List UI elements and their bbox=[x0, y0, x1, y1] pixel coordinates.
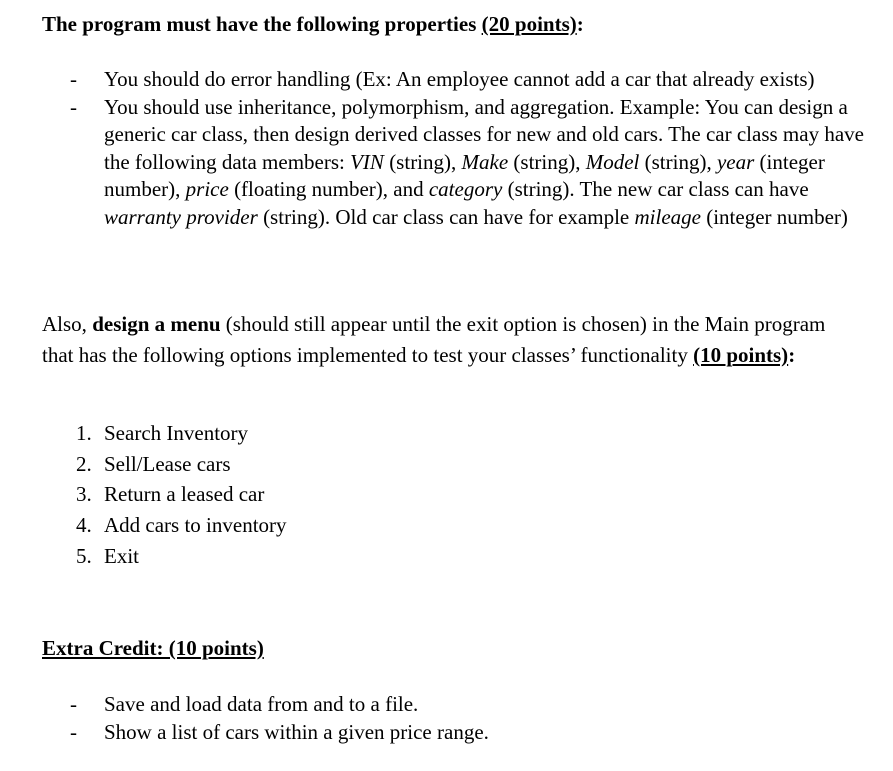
heading-text: The program must have the following properties bbox=[42, 12, 482, 36]
extra-credit-item-save-load bbox=[70, 691, 870, 719]
requirement-error-handling bbox=[70, 66, 870, 94]
requirement-inheritance bbox=[70, 94, 870, 232]
option-label: Sell/Lease cars bbox=[104, 451, 231, 476]
option-label: Add cars to inventory bbox=[104, 513, 287, 538]
extra-credit-text: Show a list of cars within a given price range. bbox=[104, 719, 489, 744]
para-points: (10 points) bbox=[693, 342, 789, 367]
bullet-dash: - bbox=[70, 719, 77, 744]
term-mileage: mileage bbox=[634, 204, 701, 229]
para-text-part: Also, bbox=[42, 312, 93, 336]
requirement-text-part: (string). Old car class can have for example bbox=[257, 204, 635, 229]
term-price: price bbox=[185, 177, 229, 201]
para-bold-design-menu: design a menu bbox=[92, 312, 221, 336]
term-model: Model bbox=[585, 149, 640, 174]
menu-option-sell-lease bbox=[76, 449, 287, 480]
requirement-text-part: (string), bbox=[508, 149, 586, 174]
bullet-dash: - bbox=[70, 94, 77, 119]
requirement-text-part: You should use inheritance, polymorphism, and aggregation. Example: You can design a generic car class, then design derived classes for new and old cars. The car class may have the following data members: bbox=[104, 94, 864, 174]
menu-options-list bbox=[76, 418, 287, 572]
requirement-text: You should do error handling (Ex: An employee cannot add a car that already exists) bbox=[104, 67, 815, 91]
option-number: 2. bbox=[76, 451, 92, 476]
term-category: category bbox=[428, 177, 503, 201]
option-number: 3. bbox=[76, 482, 92, 507]
option-number: 4. bbox=[76, 513, 92, 538]
option-number: 1. bbox=[76, 421, 92, 445]
option-number: 5. bbox=[76, 543, 92, 568]
menu-option-search-inventory bbox=[76, 418, 287, 449]
para-colon: : bbox=[788, 342, 796, 367]
para-text-part: (should still appear until the exit option is chosen) in the Main program that has the following options implemented to test your classes’ functionality bbox=[42, 312, 826, 367]
menu-option-add-cars bbox=[76, 510, 287, 541]
extra-credit-item-price-range bbox=[70, 719, 870, 747]
properties-heading bbox=[42, 12, 584, 37]
option-label: Search Inventory bbox=[104, 421, 249, 445]
menu-option-return-leased bbox=[76, 479, 287, 510]
requirement-text-part: (string), bbox=[639, 149, 717, 174]
term-make: Make bbox=[461, 149, 509, 174]
requirement-text-part: (integer number), bbox=[104, 149, 825, 201]
term-warranty-provider: warranty provider bbox=[104, 204, 258, 229]
extra-credit-text: Save and load data from and to a file. bbox=[104, 692, 419, 716]
menu-option-exit bbox=[76, 541, 287, 572]
bullet-dash: - bbox=[70, 692, 77, 716]
extra-credit-heading: Extra Credit: (10 points) bbox=[42, 636, 264, 660]
option-label: Exit bbox=[104, 543, 139, 568]
requirement-text-part: (string). The new car class can have bbox=[502, 177, 809, 201]
menu-paragraph bbox=[42, 309, 862, 370]
extra-credit-list bbox=[70, 691, 870, 746]
requirement-text-part: (floating number), and bbox=[228, 177, 429, 201]
bullet-dash: - bbox=[70, 67, 77, 91]
requirement-text-part: (string), bbox=[383, 149, 462, 174]
requirements-list bbox=[70, 66, 870, 231]
heading-points: (20 points) bbox=[481, 12, 577, 36]
requirement-text-part: (integer number) bbox=[700, 204, 848, 229]
term-vin: VIN bbox=[350, 149, 384, 174]
heading-colon: : bbox=[576, 12, 584, 36]
term-year: year bbox=[716, 149, 755, 174]
option-label: Return a leased car bbox=[104, 482, 265, 507]
